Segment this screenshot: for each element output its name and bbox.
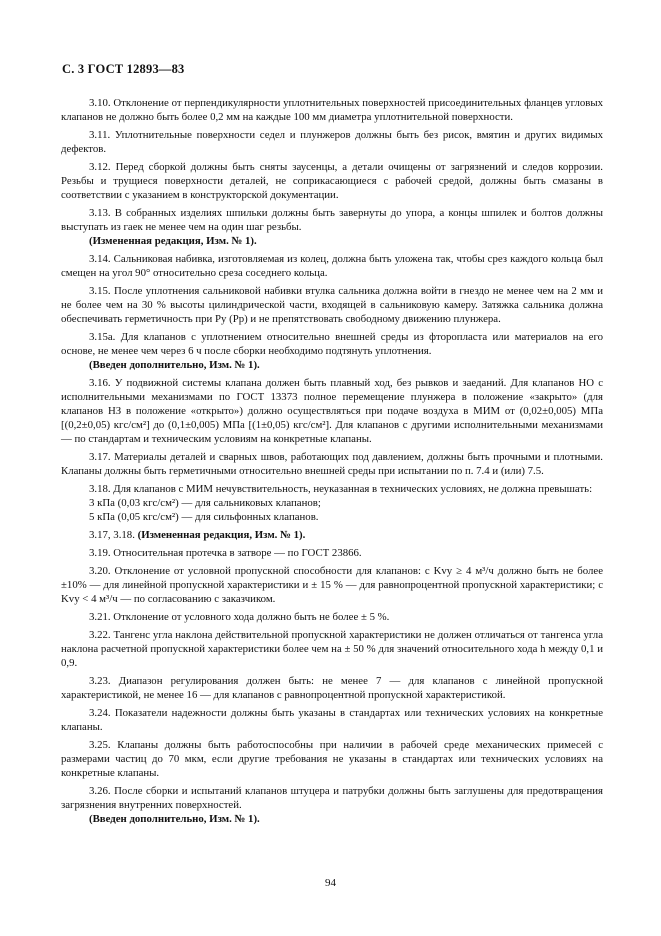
amendment-clauses: 3.17, 3.18.: [89, 529, 135, 541]
paragraph-3-19: 3.19. Относительная протечка в затворе — по ГОСТ 23866.: [89, 547, 362, 559]
amendment-label: (Измененная редакция, Изм. № 1).: [137, 529, 306, 541]
paragraph-3-11: 3.11. Уплотнительные поверхности седел и плунжеров должны быть без рисок, вмятин и других видимых дефектов.: [61, 129, 603, 155]
paragraph-3-18-item-1: 3 кПа (0,03 кгс/см²) — для сальниковых клапанов;: [89, 497, 321, 509]
paragraph-3-26: 3.26. После сборки и испытаний клапанов штуцера и патрубки должны быть заглушены для предотвращения загрязнения внутренних поверхностей.: [61, 785, 603, 811]
page-header: С. 3 ГОСТ 12893—83: [62, 62, 185, 76]
amendment-note-3-17-3-18: [61, 528, 603, 542]
paragraph-3-20: 3.20. Отклонение от условной пропускной способности для клапанов: с Kvу ≥ 4 м³/ч должно быть не более ±10% — для линейной пропускной характеристики и ± 15 % — для равнопроцентной пропускной характеристики; с Kvу < 4 м³/ч — по согласованию с заказчиком.: [61, 565, 603, 605]
paragraph-3-17: 3.17. Материалы деталей и сварных швов, работающих под давлением, должны быть прочными и плотными. Клапаны должны быть герметичными относительно внешней среды при испытании по п. 7.4 и (или) 7.5.: [61, 451, 603, 477]
paragraph-3-12: 3.12. Перед сборкой должны быть сняты заусенцы, а детали очищены от загрязнений и следов коррозии. Резьбы и трущиеся поверхности деталей, не соприкасающиеся с рабочей средой, должны быть смазаны в соответствии с указанием в конструкторской документации.: [61, 161, 603, 201]
paragraph-3-23: 3.23. Диапазон регулирования должен быть: не менее 7 — для клапанов с линейной пропускной характеристикой, не менее 16 — для клапанов с равнопроцентной пропускной характеристикой.: [61, 675, 603, 701]
paragraph-3-16: 3.16. У подвижной системы клапана должен быть плавный ход, без рывков и заеданий. Для клапанов НО с исполнительными механизмами по ГОСТ 13373 полное перемещение плунжера в положение «закрыто» (для клапанов НЗ в положение «открыто») должно осуществляться при подаче воздуха в МИМ от (0,02±0,005) МПа [(0,2±0,05) кгс/см²] до (0,1±0,005) МПа [(1±0,05) кгс/см²]. Для клапанов с другими исполнительными механизмами — по стандартам и техническим условиям на конкретные клапаны.: [61, 377, 603, 445]
paragraph-3-15a: 3.15а. Для клапанов с уплотнением относительно внешней среды из фторопласта или материалов на его основе, не менее чем через 6 ч после сборки необходимо подтянуть уплотнения.: [61, 331, 603, 357]
paragraph-3-10: 3.10. Отклонение от перпендикулярности уплотнительных поверхностей присоединительных фланцев угловых клапанов не должно быть более 0,2 мм на каждые 100 мм диаметра уплотнительной поверхности.: [61, 97, 603, 123]
document-body: [61, 96, 603, 830]
amendment-note-3-13: (Измененная редакция, Изм. № 1).: [89, 235, 257, 247]
paragraph-3-22: 3.22. Тангенс угла наклона действительной пропускной характеристики не должен отличаться от тангенса угла наклона расчетной пропускной характеристики более чем на ± 50 % для значений относительного хода h между 0,1 и 0,9.: [61, 629, 603, 669]
paragraph-3-25: 3.25. Клапаны должны быть работоспособны при наличии в рабочей среде механических примесей с размерами частиц до 70 мкм, если другие требования не указаны в стандартах или технических условиях на конкретные клапаны.: [61, 739, 603, 779]
paragraph-3-14: 3.14. Сальниковая набивка, изготовляемая из колец, должна быть уложена так, чтобы срез каждого кольца был смещен на угол 90° относительно среза соседнего кольца.: [61, 253, 603, 279]
amendment-note-3-15a: (Введен дополнительно, Изм. № 1).: [89, 359, 260, 371]
paragraph-3-15: 3.15. После уплотнения сальниковой набивки втулка сальника должна войти в гнездо не менее чем на 2 мм и не более чем на 30 % высоты цилиндрической части, входящей в сальниковую камеру. Затяжка сальника должна обеспечивать герметичность при Pу (Pр) и не препятствовать свободному движению плунжера.: [61, 285, 603, 325]
paragraph-3-18-item-2: 5 кПа (0,05 кгс/см²) — для сильфонных клапанов.: [89, 511, 319, 523]
paragraph-3-24: 3.24. Показатели надежности должны быть указаны в стандартах или технических условиях на конкретные клапаны.: [61, 707, 603, 733]
paragraph-3-21: 3.21. Отклонение от условного хода должно быть не более ± 5 %.: [89, 611, 390, 623]
amendment-note-3-26: (Введен дополнительно, Изм. № 1).: [89, 813, 260, 825]
paragraph-3-13: 3.13. В собранных изделиях шпильки должны быть завернуты до упора, а концы шпилек и болтов должны выступать из гаек не менее чем на один шаг резьбы.: [61, 207, 603, 233]
page-number: 94: [325, 877, 336, 889]
paragraph-3-18: 3.18. Для клапанов с МИМ нечувствительность, неуказанная в технических условиях, не должна превышать:: [89, 483, 593, 495]
